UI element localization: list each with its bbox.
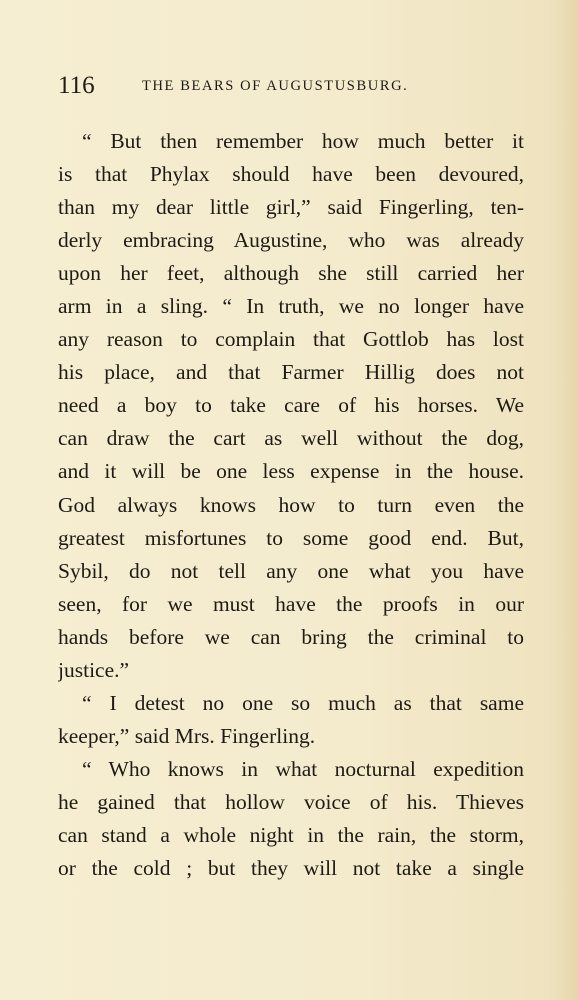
text-line: greatest misfortunes to some good end. But, xyxy=(58,525,524,550)
page-header xyxy=(58,70,524,102)
text-line: he gained that hollow voice of his. Thieves xyxy=(58,789,524,814)
text-line: “ Who knows in what nocturnal expedition xyxy=(82,756,524,781)
text-line: and it will be one less expense in the house. xyxy=(58,459,524,484)
text-line: “ But then remember how much better it xyxy=(82,129,524,153)
text-line: need a boy to take care of his horses. We xyxy=(58,393,524,418)
text-line: derly embracing Augustine, who was already xyxy=(58,228,524,253)
text-line: Sybil, do not tell any one what you have xyxy=(58,558,524,583)
text-line: arm in a sling. “ In truth, we no longer have xyxy=(58,294,524,319)
text-line: or the cold ; but they will not take a single xyxy=(58,856,524,881)
page-number: 116 xyxy=(58,72,95,99)
text-line: than my dear little girl,” said Fingerling, ten- xyxy=(58,195,524,220)
text-line: upon her feet, although she still carried her xyxy=(58,261,524,286)
text-line: God always knows how to turn even the xyxy=(58,492,524,517)
text-line: hands before we can bring the criminal to xyxy=(58,624,524,649)
text-line: justice.” xyxy=(58,657,130,682)
body-text xyxy=(58,125,524,885)
text-line: his place, and that Farmer Hillig does not xyxy=(58,360,524,385)
text-line: keeper,” said Mrs. Fingerling. xyxy=(58,723,316,748)
running-head: THE BEARS OF AUGUSTUSBURG. xyxy=(142,78,409,94)
text-line: is that Phylax should have been devoured, xyxy=(58,162,524,187)
text-line: “ I detest no one so much as that same xyxy=(82,690,524,715)
text-line: can stand a whole night in the rain, the storm, xyxy=(58,822,524,847)
text-line: any reason to complain that Gottlob has lost xyxy=(58,327,524,352)
text-line: seen, for we must have the proofs in our xyxy=(58,591,524,616)
text-line: can draw the cart as well without the dog, xyxy=(58,426,524,451)
